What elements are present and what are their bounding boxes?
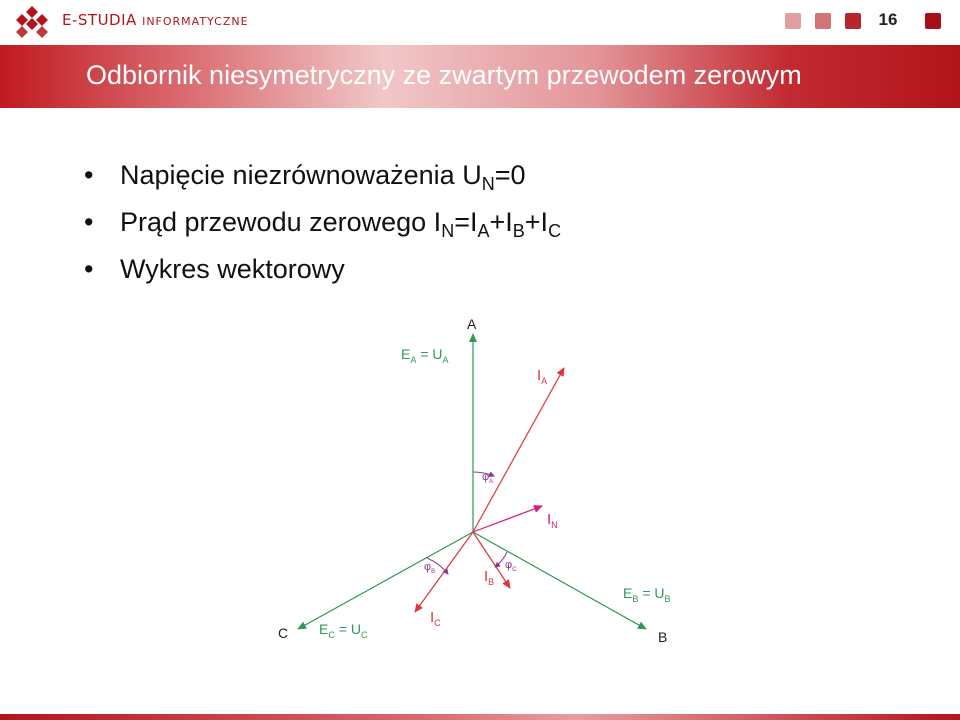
label-ic: $I_C$ — [430, 609, 441, 628]
axis-label-b: B — [658, 629, 668, 645]
vector-eb — [473, 532, 646, 629]
bullet-item: • Napięcie niezrównoważenia $U_N=0$ — [84, 160, 526, 194]
slide-title: Odbiornik niesymetryczny ze zwartym przewodem zerowym — [86, 60, 802, 90]
nav-square-1[interactable] — [785, 13, 801, 29]
label-phi-a: $\varphi_A$ — [482, 471, 494, 485]
phasor-diagram — [260, 300, 700, 650]
page-number: 16 — [878, 10, 898, 29]
bullet-list — [84, 153, 561, 294]
label-ia: $I_A$ — [537, 367, 548, 386]
bottom-bar — [0, 714, 960, 720]
brand-main: E-STUDIA — [62, 11, 137, 29]
axis-label-c: C — [278, 625, 289, 641]
brand-name — [62, 11, 249, 29]
label-ea: $E_A = U_A$ — [401, 346, 449, 365]
e-studia-logo — [12, 4, 52, 38]
vector-in — [473, 506, 542, 532]
vector-ia — [473, 368, 564, 532]
axis-label-a: A — [467, 316, 477, 332]
nav-square-3[interactable] — [845, 13, 861, 29]
nav-square-4[interactable] — [925, 13, 941, 29]
label-phi-b: $\varphi_B$ — [424, 561, 436, 575]
nav-square-2[interactable] — [815, 13, 831, 29]
label-ib: $I_B$ — [484, 568, 495, 587]
brand-sub: INFORMATYCZNE — [142, 15, 249, 28]
vector-ec — [298, 532, 473, 629]
bullet-item: • Prąd przewodu zerowego $I_N=I_A+I_B+I_C$ — [84, 207, 562, 241]
label-in: $I_N$ — [547, 511, 558, 530]
label-ec: $E_C = U_C$ — [319, 621, 368, 640]
bullet-item: • Wykres wektorowy — [84, 254, 345, 284]
label-phi-c: $\varphi_C$ — [505, 559, 517, 573]
label-eb: $E_B = U_B$ — [623, 585, 671, 604]
